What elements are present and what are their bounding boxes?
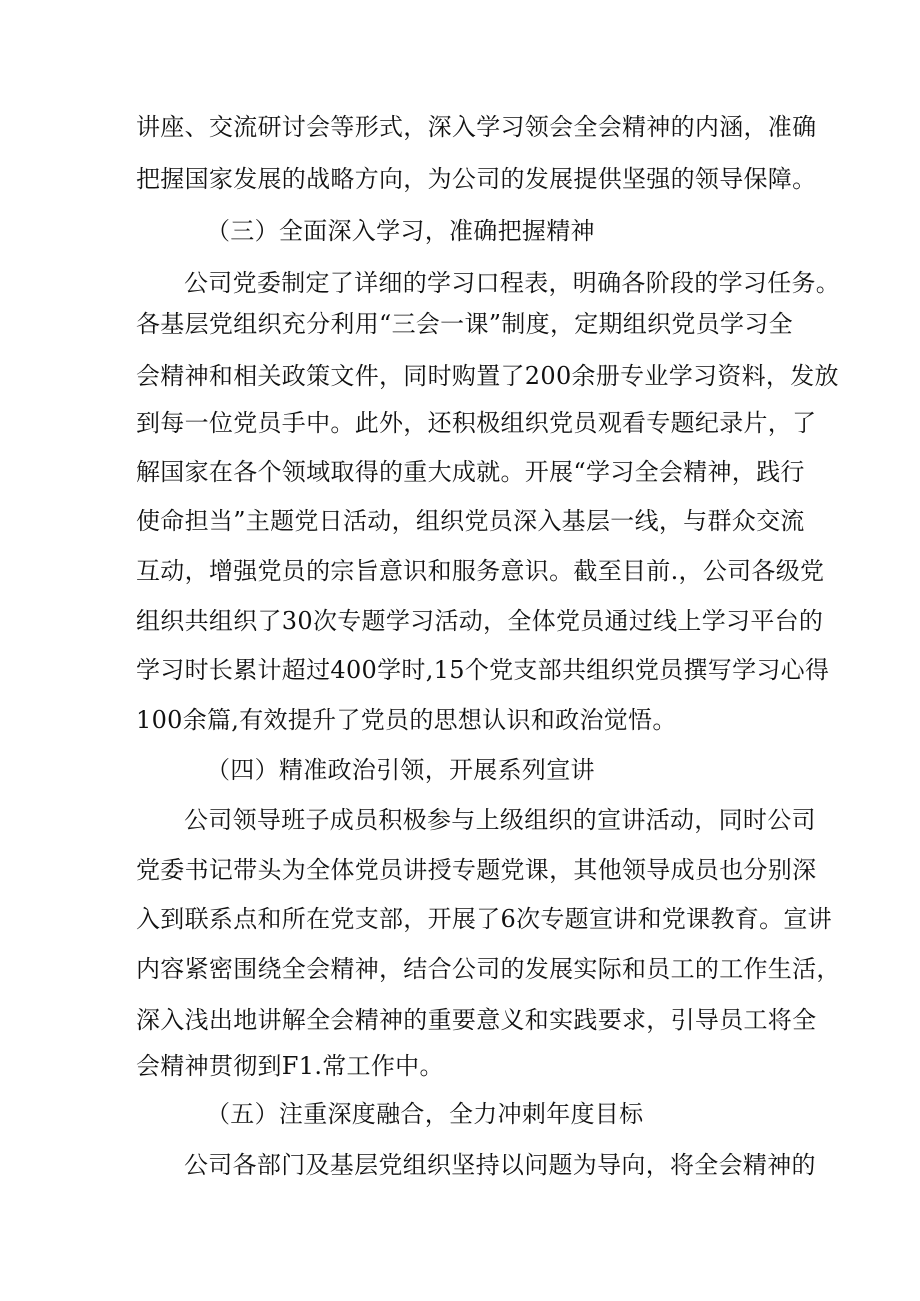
text-line-20: 会精神贯彻到F1.常工作中。 <box>136 1052 444 1080</box>
text-line-12: 学习时长累计超过400学时,15个党支部共组织党员撰写学习心得 <box>136 656 830 684</box>
text-line-2: 把握国家发展的战略方向，为公司的发展提供坚强的领导保障。 <box>136 165 817 193</box>
section-heading-4: （四）精准政治引领，开展系列宣讲 <box>206 756 595 784</box>
text-line-19: 深入浅出地讲解全会精神的重要意义和实践要求，引导员工将全 <box>136 1006 817 1034</box>
text-line-6: 会精神和相关政策文件，同时购置了200余册专业学习资料，发放 <box>136 362 839 390</box>
text-line-7: 到每一位党员手中。此外，还积极组织党员观看专题纪录片，了 <box>136 409 817 437</box>
paragraph-first-line-3: 公司各部门及基层党组织坚持以问题为导向，将全会精神的 <box>184 1151 816 1179</box>
paragraph-first-line-2: 公司领导班子成员积极参与上级组织的宣讲活动，同时公司 <box>184 806 816 834</box>
text-line-11: 组织共组织了30次专题学习活动，全体党员通过线上学习平台的 <box>136 607 824 635</box>
text-line-10: 互动，增强党员的宗旨意识和服务意识。截至目前.，公司各级党 <box>136 557 825 585</box>
text-line-18: 内容紧密围绕全会精神，结合公司的发展实际和员工的工作生活， <box>136 955 841 983</box>
text-line-16: 党委书记带头为全体党员讲授专题党课，其他领导成员也分别深 <box>136 856 817 884</box>
text-line-1: 讲座、交流研讨会等形式，深入学习领会全会精神的内涵，准确 <box>136 113 817 141</box>
paragraph-first-line-1: 公司党委制定了详细的学习口程表，明确各阶段的学习任务。 <box>184 269 841 297</box>
text-line-17: 入到联系点和所在党支部，开展了6次专题宣讲和党课教育。宣讲 <box>136 905 832 933</box>
text-line-13: 100余篇,有效提升了党员的思想认识和政治觉悟。 <box>136 706 677 734</box>
text-line-5: 各基层党组织充分利用“三会一课”制度，定期组织党员学习全 <box>136 310 793 338</box>
section-heading-3: （三）全面深入学习，准确把握精神 <box>206 217 595 245</box>
text-line-8: 解国家在各个领域取得的重大成就。开展“学习全会精神，践行 <box>136 458 805 486</box>
section-heading-5: （五）注重深度融合，全力冲刺年度目标 <box>206 1100 644 1128</box>
text-line-9: 使命担当”主题党日活动，组织党员深入基层一线，与群众交流 <box>136 507 805 535</box>
